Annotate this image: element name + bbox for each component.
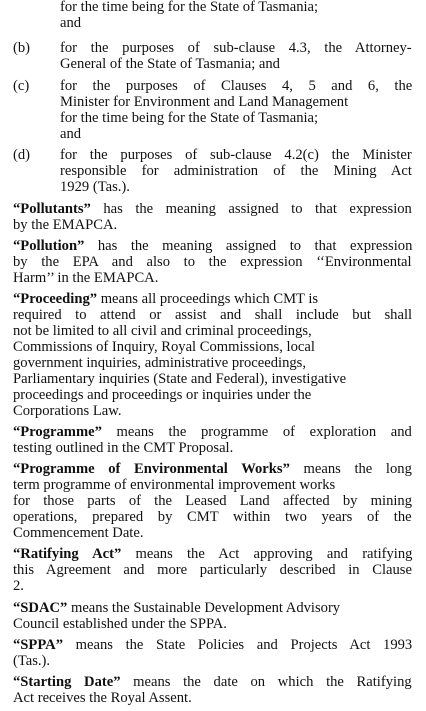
definition-text: has the meaning assigned to that expression (90, 201, 412, 217)
definition-line: Parliamentary inquiries (State and Federal), investigative (13, 371, 347, 387)
sub-item-line: and (60, 126, 82, 142)
definition-line: for those parts of the Leased Land affected by mining (13, 493, 413, 509)
definition-line: operations, prepared by CMT within two years of the (13, 509, 412, 525)
definition-sppa (13, 637, 412, 653)
definition-text: has the meaning assigned to that expression (84, 238, 413, 254)
sub-item-line: Minister for Environment and Land Management (60, 94, 349, 110)
definition-line: Commissions of Inquiry, Royal Commissions, local (13, 339, 315, 355)
definition-line: by the EMAPCA. (13, 217, 118, 233)
sub-item-line: responsible for administration of the Mining Act (60, 163, 412, 179)
definition-line: proceedings and proceedings or inquiries under the (13, 387, 312, 403)
definition-text: means all proceedings which CMT is (97, 291, 319, 307)
definition-line: Act receives the Royal Assent. (13, 690, 192, 706)
sub-item-label: (b) (13, 40, 31, 56)
definition-text: means the Act approving and ratifying (121, 546, 413, 562)
definition-programme-of-environmental-works (13, 461, 412, 477)
definition-term: “Starting Date” (13, 674, 121, 690)
definition-pollutants (13, 201, 412, 217)
definition-term: “Ratifying Act” (13, 546, 122, 562)
definition-line: this Agreement and more particularly described in Clause (13, 562, 412, 578)
sub-item-line: for the purposes of Clauses 4, 5 and 6, the (60, 78, 413, 94)
definition-line: Harm’’ in the EMAPCA. (13, 270, 159, 286)
definition-line: not be limited to all civil and criminal proceedings, (13, 323, 312, 339)
definition-starting-date (13, 674, 412, 690)
definition-text: means the date on which the Ratifying (120, 674, 412, 690)
sub-item-label: (d) (13, 147, 31, 163)
definition-term: “SDAC” (13, 600, 68, 616)
sub-item-line: for the purposes of sub-clause 4.3, the Attorney- (60, 40, 412, 56)
definition-term: “Programme of Environmental Works” (13, 461, 290, 477)
definition-line: by the EPA and also to the expression ‘‘Environmental (13, 254, 412, 270)
definition-line: (Tas.). (13, 653, 51, 669)
definition-term: “Programme” (13, 424, 102, 440)
definition-text: means the Sustainable Development Advisory (67, 600, 341, 616)
definition-line: term programme of environmental improvement works (13, 477, 336, 493)
definition-line: government inquiries, administrative proceedings, (13, 355, 307, 371)
definition-line: testing outlined in the CMT Proposal. (13, 440, 234, 456)
sub-item-line: 1929 (Tas.). (60, 179, 130, 195)
definition-text: means the State Policies and Projects Act 1993 (63, 637, 413, 653)
sub-item-line: and (60, 15, 82, 31)
definition-term: “SPPA” (13, 637, 63, 653)
definition-ratifying-act (13, 546, 412, 562)
sub-item-line: for the purposes of sub-clause 4.2(c) the Minister (60, 147, 412, 163)
definition-text: means the long (289, 461, 412, 477)
definition-term: “Proceeding” (13, 291, 98, 307)
definition-term: “Pollutants” (13, 201, 91, 217)
definition-pollution (13, 238, 412, 254)
definition-line: 2. (13, 578, 24, 594)
definition-programme (13, 424, 412, 440)
definition-line: Council established under the SPPA. (13, 616, 227, 632)
sub-item-line: for the time being for the State of Tasmania; (60, 110, 319, 126)
definition-proceeding (13, 291, 318, 307)
sub-item-line: for the time being for the State of Tasmania; (60, 0, 319, 15)
definition-line: Corporations Law. (13, 403, 122, 419)
definition-line: required to attend or assist and shall include but shall (13, 307, 413, 323)
definition-line: Commencement Date. (13, 525, 144, 541)
definition-text: means the programme of exploration and (101, 424, 412, 440)
sub-item-line: General of the State of Tasmania; and (60, 56, 280, 72)
sub-item-label: (c) (13, 78, 30, 94)
definition-term: “Pollution” (13, 238, 85, 254)
definition-sdac (13, 600, 340, 616)
